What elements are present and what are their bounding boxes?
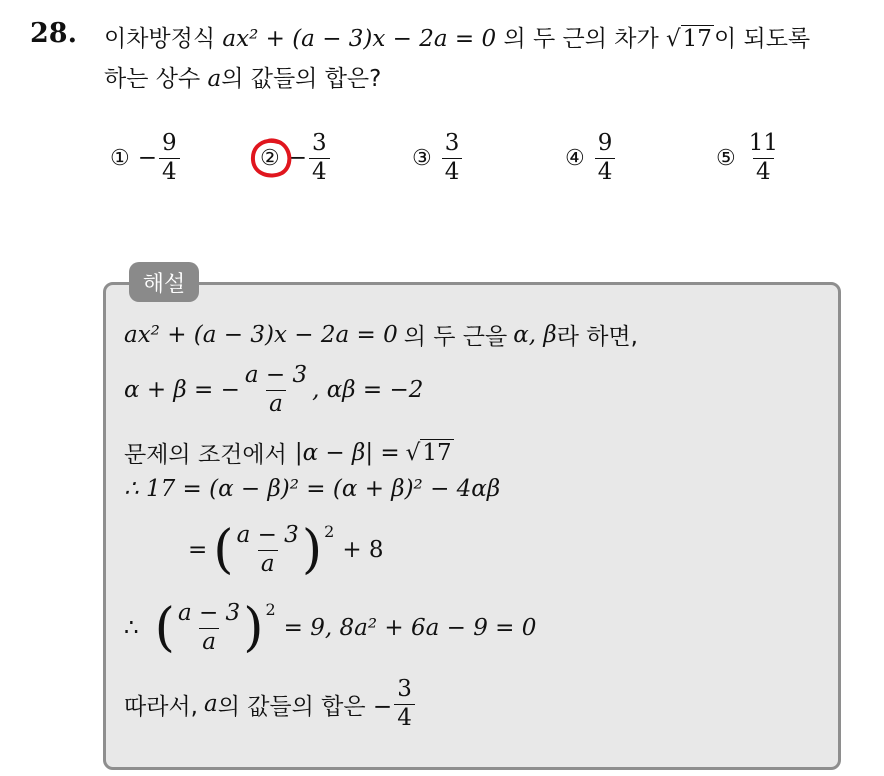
denominator: 4 [394,704,415,733]
sol-fraction [175,600,243,656]
solution-line-3 [124,436,454,469]
left-paren: ( [154,598,175,659]
solution-tag: 해설 [129,262,199,302]
sol-equals: = [188,537,208,564]
sol-quadratic: = 9, 8a² + 6a − 9 = 0 [283,615,537,642]
choice-marker: ② [260,145,280,171]
solution-line-2 [124,362,423,418]
denominator: a [266,390,286,419]
denominator: 4 [595,158,616,187]
denominator: 4 [753,158,774,187]
denominator: a [199,628,219,657]
sol-squared-fraction [213,520,335,581]
sol-squared-fraction [154,598,276,659]
sol-condition-text: 문제의 조건에서 [124,442,287,468]
right-paren: ) [301,520,323,581]
question-prefix: 이차방정식 [104,26,216,52]
sqrt-expression: √17 [666,26,712,52]
solution-line-4 [124,476,500,502]
choice-sign: − [137,145,158,172]
question-equation: ax² + (a − 3)x − 2a = 0 [222,26,497,52]
numerator: 3 [312,130,327,156]
answer-circle-mark [248,136,294,182]
sqrt-expression: √17 [405,439,452,466]
choice-fraction [309,130,330,186]
solution-line-5 [188,520,384,581]
question-line-1 [104,20,810,53]
numerator: a − 3 [236,522,299,548]
choice-5[interactable] [716,130,781,186]
left-paren: ( [213,520,234,581]
sol-text-end: 라 하면, [556,324,638,350]
numerator: 3 [397,676,412,702]
numerator: 3 [444,130,460,156]
question-line2-prefix: 하는 상수 [104,66,201,92]
denominator: 4 [442,158,463,187]
choice-marker: ① [110,145,130,171]
sol-fraction [234,522,302,578]
choice-4[interactable] [565,130,615,186]
choice-marker: ③ [412,145,432,171]
sqrt-value: 17 [682,26,712,52]
choice-1[interactable] [110,130,180,186]
numerator: a − 3 [244,362,308,388]
sol-answer-fraction [394,676,415,732]
solution-line-1 [124,318,638,351]
sol-conclusion-text2: 의 값들의 합은 − [217,693,393,720]
therefore-symbol: ∴ [124,615,139,642]
right-paren: ) [243,598,264,659]
sol-variable: a [203,691,218,718]
sol-sum-fraction [242,362,310,418]
choice-marker: ④ [565,145,585,171]
question-line-2 [104,60,381,93]
question-mid: 의 두 근의 차가 [503,26,659,52]
question-number: 28. [30,18,77,49]
sol-plus-eight: + 8 [342,537,384,564]
sol-conclusion-text: 따라서, [124,693,198,720]
choice-marker: ⑤ [716,145,736,171]
solution-line-7 [124,676,415,732]
choice-fraction [442,130,463,186]
exponent: 2 [324,522,335,541]
choice-fraction [159,130,180,186]
choice-sign: − [287,145,308,172]
sol-product: , αβ = −2 [312,377,424,404]
question-suffix: 이 되도록 [713,26,811,52]
question-variable: a [207,66,222,92]
solution-line-6 [124,598,537,659]
sqrt-value: 17 [422,439,452,466]
sol-text: 의 두 근을 [403,324,508,350]
sol-equation: ax² + (a − 3)x − 2a = 0 [124,321,398,348]
question-line2-suffix: 의 값들의 합은? [221,66,382,92]
numerator: 11 [748,130,779,156]
sol-sum-lhs: α + β = − [124,377,240,404]
sol-abs-diff: |α − β| = [294,439,400,466]
choice-fraction [746,130,781,186]
denominator: 4 [309,158,330,187]
choice-3[interactable] [412,130,462,186]
denominator: a [258,550,278,579]
sol-roots: α, β [513,321,557,348]
exponent: 2 [265,600,276,619]
choice-fraction [595,130,616,186]
numerator: 9 [597,130,613,156]
numerator: a − 3 [177,600,241,626]
numerator: 9 [162,130,177,156]
sol-identity: ∴ 17 = (α − β)² = (α + β)² − 4αβ [124,476,501,502]
denominator: 4 [159,158,180,187]
